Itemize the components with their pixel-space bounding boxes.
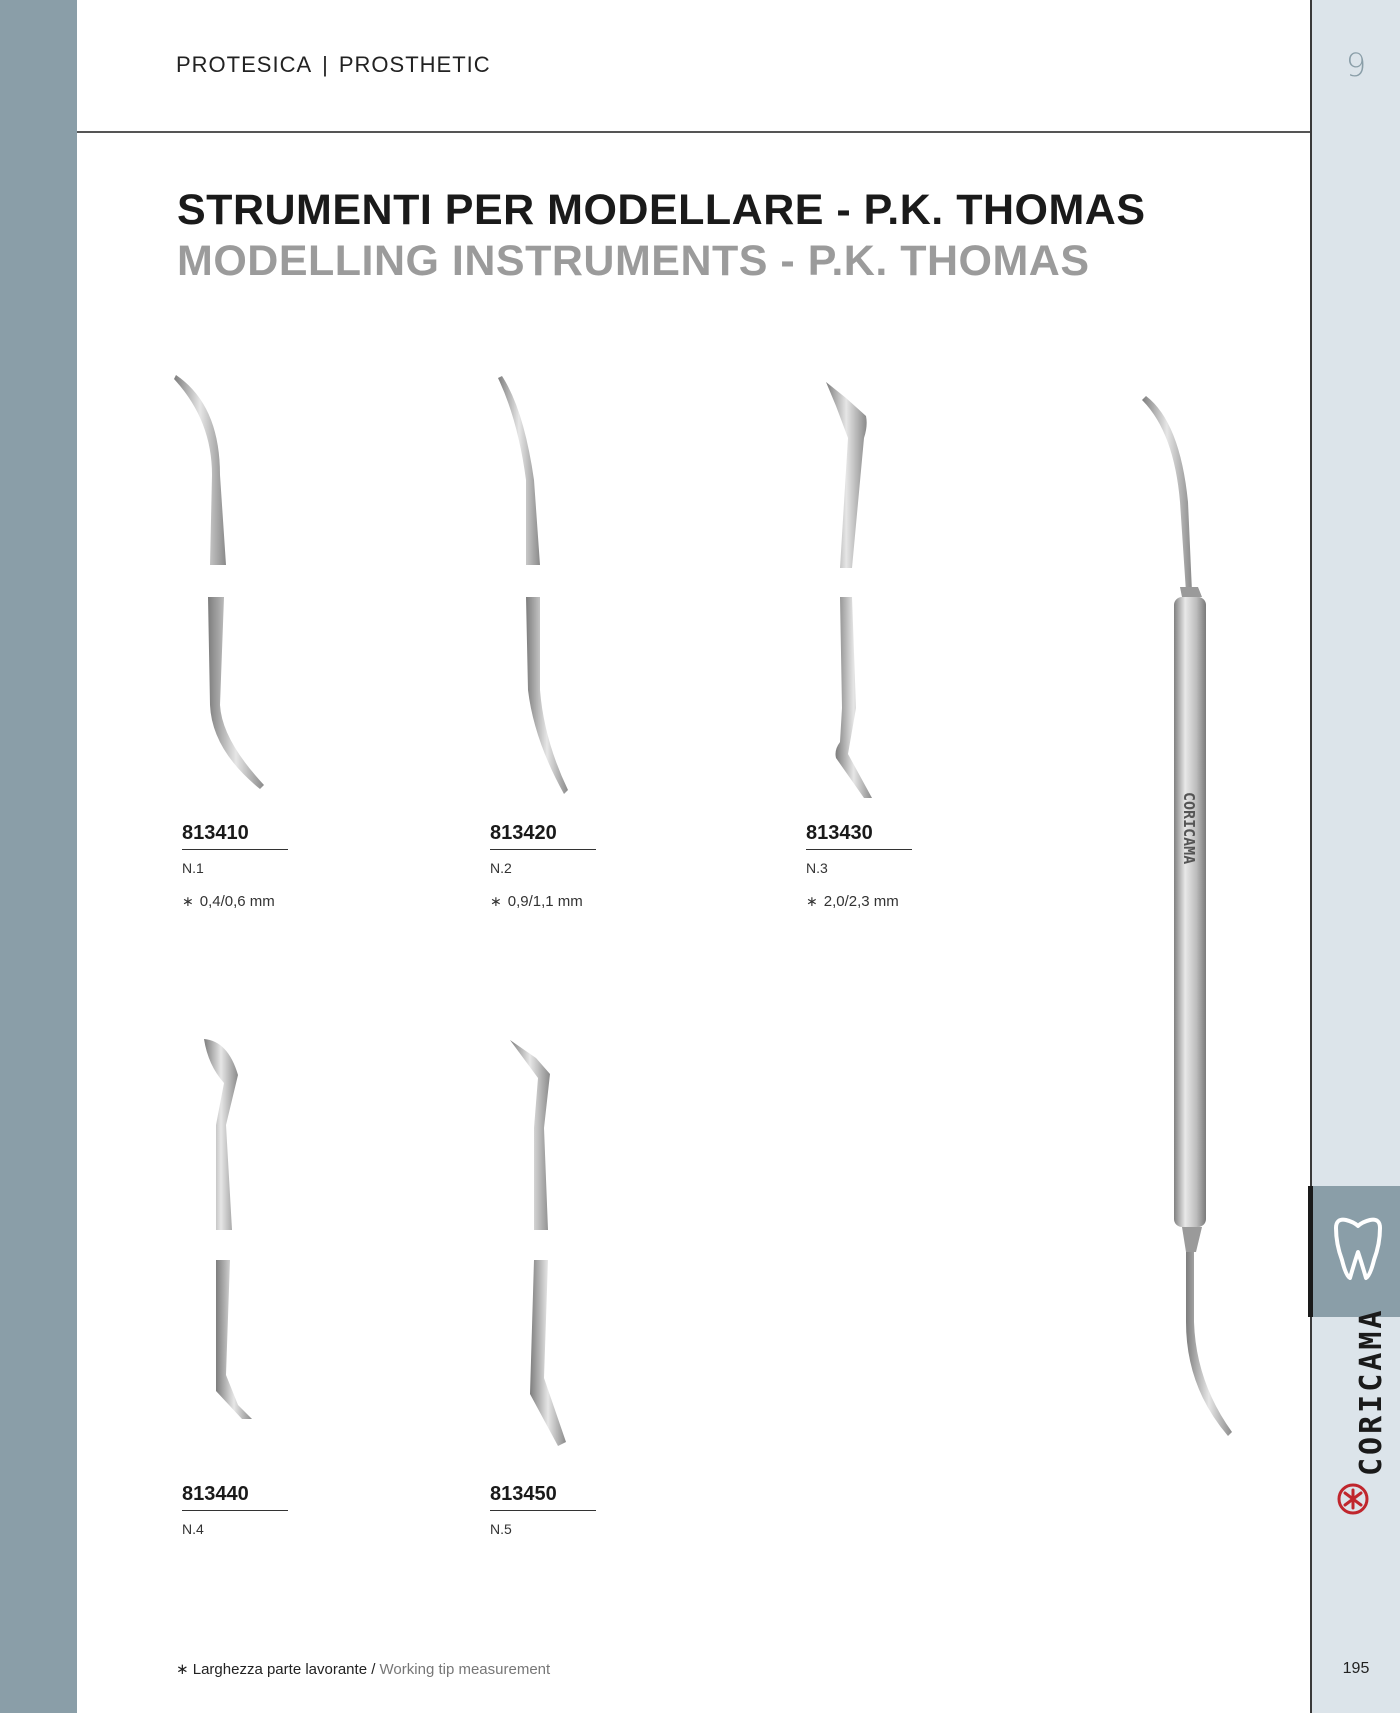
instrument-image-813450 <box>506 1038 606 1468</box>
full-instrument-image <box>1140 392 1250 1442</box>
asterisk-icon: ∗ <box>806 893 818 909</box>
instrument-image-813440 <box>198 1035 298 1465</box>
footnote <box>176 1660 550 1678</box>
measure-value: 2,0/2,3 mm <box>823 893 899 910</box>
header-rule <box>77 131 1310 133</box>
product-813430 <box>806 822 946 910</box>
product-measure <box>182 893 322 910</box>
asterisk-icon: ∗ <box>490 893 502 909</box>
product-number: N.1 <box>182 860 204 876</box>
section-english: PROSTHETIC <box>338 52 491 77</box>
footnote-english: Working tip measurement <box>379 1661 551 1678</box>
asterisk-icon: ∗ <box>182 893 194 909</box>
page-title-italian: STRUMENTI PER MODELLARE - P.K. THOMAS <box>177 186 1146 234</box>
product-code: 813430 <box>806 822 912 850</box>
product-number: N.5 <box>490 1521 512 1537</box>
sidebar-divider <box>1310 0 1312 1713</box>
product-code: 813450 <box>490 1483 596 1511</box>
product-code: 813440 <box>182 1483 288 1511</box>
section-tab <box>1308 1186 1400 1317</box>
footnote-italian: Larghezza parte lavorante <box>192 1661 368 1678</box>
product-813440 <box>182 1483 322 1537</box>
product-number: N.2 <box>490 860 512 876</box>
page-title-english: MODELLING INSTRUMENTS - P.K. THOMAS <box>177 237 1090 285</box>
product-measure <box>806 893 946 910</box>
product-number: N.4 <box>182 1521 204 1537</box>
instrument-image-813410 <box>160 365 280 805</box>
product-813450 <box>490 1483 630 1537</box>
measure-value: 0,9/1,1 mm <box>507 893 583 910</box>
instrument-image-813420 <box>478 370 598 800</box>
footnote-separator: / <box>371 1661 376 1678</box>
tab-marker <box>1308 1186 1313 1317</box>
product-813420 <box>490 822 630 910</box>
sidebar-brand <box>1332 1307 1389 1516</box>
measure-value: 0,4/0,6 mm <box>199 893 275 910</box>
product-measure <box>490 893 630 910</box>
breadcrumb <box>176 52 491 78</box>
product-813410 <box>182 822 322 910</box>
page-number: 195 <box>1342 1660 1370 1677</box>
brand-name: CORICAMA <box>1354 1307 1389 1476</box>
product-code: 813410 <box>182 822 288 850</box>
coricama-logo-icon <box>1336 1482 1370 1516</box>
breadcrumb-separator: | <box>322 52 329 77</box>
product-code: 813420 <box>490 822 596 850</box>
section-number: 9 <box>1345 46 1367 84</box>
section-italian: PROTESICA <box>176 52 313 77</box>
tooth-icon <box>1330 1216 1386 1282</box>
handle-brand-text: CORICAMA <box>1180 792 1198 865</box>
left-color-band <box>0 0 77 1713</box>
asterisk-icon: ∗ <box>176 1661 189 1678</box>
product-number: N.3 <box>806 860 828 876</box>
instrument-image-813430 <box>800 378 900 808</box>
